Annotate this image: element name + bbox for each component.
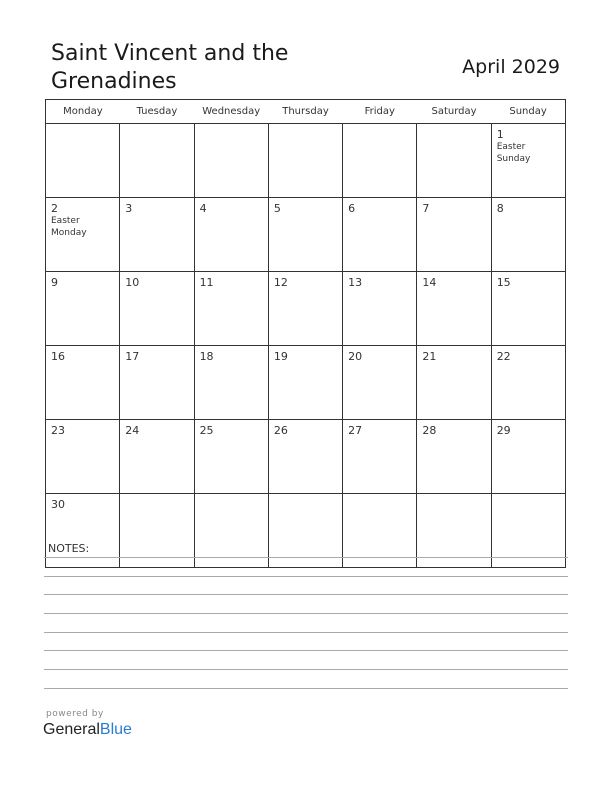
calendar-grid xyxy=(45,99,566,568)
day-cell xyxy=(120,420,194,494)
day-cell xyxy=(46,198,120,272)
day-number: 20 xyxy=(348,350,363,363)
weekday-wednesday: Wednesday xyxy=(194,100,268,124)
day-cell xyxy=(343,198,417,272)
day-number: 17 xyxy=(125,350,140,363)
day-number: 25 xyxy=(199,424,214,437)
day-cell xyxy=(268,346,342,420)
day-cell xyxy=(194,198,268,272)
day-cell xyxy=(343,420,417,494)
day-number: 30 xyxy=(51,498,65,511)
day-cell xyxy=(491,272,565,346)
day-number: 19 xyxy=(273,350,288,363)
day-number: 4 xyxy=(199,202,207,215)
day-number: 21 xyxy=(422,350,437,363)
weekday-sunday: Sunday xyxy=(491,100,565,124)
day-number: 8 xyxy=(496,202,504,215)
day-cell xyxy=(46,346,120,420)
brand-logo xyxy=(43,721,132,739)
powered-by-text: powered by xyxy=(46,709,104,719)
day-number: 14 xyxy=(422,276,437,289)
weekday-saturday: Saturday xyxy=(417,100,491,124)
day-number: 23 xyxy=(51,424,65,437)
empty-day-cell xyxy=(120,124,194,198)
day-cell xyxy=(46,420,120,494)
day-cell xyxy=(491,346,565,420)
day-cell xyxy=(194,272,268,346)
weekday-monday: Monday xyxy=(46,100,120,124)
day-number: 1 xyxy=(496,128,504,141)
week-row xyxy=(46,198,566,272)
day-cell xyxy=(491,198,565,272)
note-line xyxy=(44,613,568,614)
day-number: 2 xyxy=(51,202,58,215)
day-number: 3 xyxy=(125,202,133,215)
day-number: 7 xyxy=(422,202,430,215)
weekday-tuesday: Tuesday xyxy=(120,100,194,124)
day-number: 5 xyxy=(273,202,281,215)
week-row xyxy=(46,272,566,346)
day-cell xyxy=(417,420,491,494)
day-cell xyxy=(343,272,417,346)
note-line xyxy=(44,632,568,633)
day-cell xyxy=(194,346,268,420)
note-line xyxy=(44,650,568,651)
page-title: Saint Vincent and the Grenadines xyxy=(51,41,289,94)
day-number: 6 xyxy=(348,202,356,215)
day-number: 27 xyxy=(348,424,363,437)
day-cell xyxy=(194,420,268,494)
day-cell xyxy=(491,420,565,494)
day-cell xyxy=(120,198,194,272)
day-cell xyxy=(120,272,194,346)
holiday-label: Easter Sunday xyxy=(496,142,531,164)
day-number: 24 xyxy=(125,424,140,437)
brand-general: General xyxy=(43,721,100,738)
day-cell xyxy=(417,346,491,420)
week-row xyxy=(46,420,566,494)
calendar-body xyxy=(46,124,566,568)
day-number: 10 xyxy=(125,276,140,289)
holiday-label: Easter Monday xyxy=(51,216,87,238)
day-number: 22 xyxy=(496,350,511,363)
day-number: 12 xyxy=(273,276,288,289)
day-number: 29 xyxy=(496,424,511,437)
month-label: April 2029 xyxy=(462,56,560,78)
empty-day-cell xyxy=(46,124,120,198)
day-number: 28 xyxy=(422,424,437,437)
note-line xyxy=(44,669,568,670)
day-cell xyxy=(268,272,342,346)
note-line xyxy=(44,557,568,558)
day-number: 15 xyxy=(496,276,511,289)
note-line xyxy=(44,594,568,595)
day-cell xyxy=(343,346,417,420)
day-cell xyxy=(46,272,120,346)
week-row xyxy=(46,346,566,420)
weekday-thursday: Thursday xyxy=(268,100,342,124)
week-row xyxy=(46,124,566,198)
weekday-header-row xyxy=(46,100,566,124)
empty-day-cell xyxy=(268,124,342,198)
empty-day-cell xyxy=(343,124,417,198)
note-line xyxy=(44,688,568,689)
empty-day-cell xyxy=(194,124,268,198)
day-number: 26 xyxy=(273,424,288,437)
day-cell xyxy=(268,198,342,272)
weekday-friday: Friday xyxy=(343,100,417,124)
empty-day-cell xyxy=(417,124,491,198)
note-line xyxy=(44,576,568,577)
day-number: 18 xyxy=(199,350,214,363)
day-cell xyxy=(120,346,194,420)
brand-blue: Blue xyxy=(99,721,132,738)
day-cell xyxy=(417,198,491,272)
day-cell xyxy=(491,124,565,198)
notes-label: NOTES: xyxy=(48,542,90,555)
day-cell xyxy=(268,420,342,494)
day-number: 13 xyxy=(348,276,363,289)
day-number: 11 xyxy=(199,276,214,289)
day-number: 16 xyxy=(51,350,65,363)
day-cell xyxy=(417,272,491,346)
day-number: 9 xyxy=(51,276,58,289)
